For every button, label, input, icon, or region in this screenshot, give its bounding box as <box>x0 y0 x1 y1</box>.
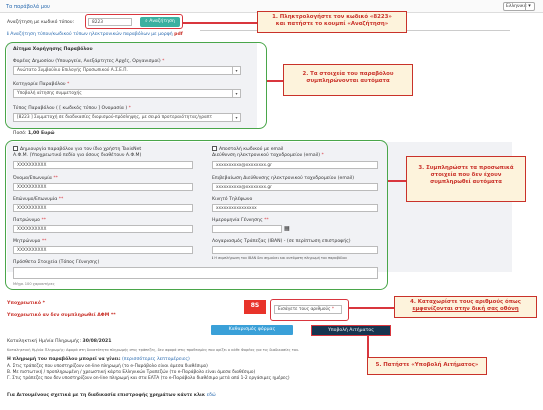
clear-form-button[interactable]: Καθαρισμός φόρμας <box>211 325 293 335</box>
iban-note: ℹ Η συμπλήρωση του IBAN δεν σημαίνει και αυτόματη πληρωμή του παραβόλου <box>212 256 348 260</box>
info-icon: ℹ <box>212 256 214 260</box>
search-button[interactable]: ⌕ Αναζήτηση <box>140 17 180 27</box>
callout-3-arrow <box>388 180 406 182</box>
email-confirm-label: Επιβεβαίωση Διεύθυνσης ηλεκτρονικού ταχυδρομείου (email) <box>212 176 354 181</box>
payment-title: Η πληρωμή του παραβόλου μπορεί να γίνει: (περισσότερες λεπτομέρειες) <box>7 357 190 362</box>
surname-label: Επώνυμο/Επωνυμία ** <box>13 197 64 202</box>
birth-input[interactable] <box>212 225 282 233</box>
deadline-label: Καταληκτική Ημ/νία Πληρωμής: 30/08/2021 <box>7 339 112 344</box>
page-title: Τα παράβολά μου <box>6 4 50 10</box>
type-select[interactable]: [8223 ] Συμμετοχή σε διαδικασίες διορισμού-πρόσληψης, με σειρά προτεραιότητας/γραπτ ▾ <box>13 113 241 122</box>
legend-required-no-afm: Υποχρεωτικό αν δεν συμπληρωθεί ΑΦΜ ** <box>7 313 116 318</box>
agency-label: Φορέας Δημοσίου (Υπουργεία, Ανεξάρτητες Αρχές, Οργανισμοί) * <box>13 59 165 64</box>
name-label: Όνομα/Επωνυμία ** <box>13 176 58 181</box>
payment-option-a: Α. Στις τράπεζες που υποστηρίζουν on-line πληρωμή (το e-Παράβολο είναι άμεσα διαθέσιμο) <box>7 364 208 369</box>
chevron-down-icon: ▾ <box>232 114 240 121</box>
callout-2-arrow <box>267 80 283 82</box>
iban-input[interactable] <box>212 246 378 254</box>
chevron-down-icon: ▾ <box>232 90 240 97</box>
email-label: Διεύθυνση ηλεκτρονικού ταχυδρομείου (email) * <box>212 153 324 158</box>
payment-details-link[interactable]: (περισσότερες λεπτομέρειες) <box>122 357 190 362</box>
callout-2: 2. Τα στοιχεία του παραβόλου συμπληρώνονται αυτόματα <box>283 64 413 96</box>
agency-select[interactable]: Ανώτατο Συμβούλιο Επιλογής Προσωπικού Α.Σ.Ε.Π. ▾ <box>13 66 241 75</box>
email-checkbox[interactable]: Αποστολή κωδικού με email <box>212 146 283 152</box>
phone-input[interactable]: xxxxxxxxxxxxxxxx <box>212 204 378 212</box>
calendar-icon[interactable]: ▦ <box>284 225 290 232</box>
father-input[interactable]: XXXXXXXXXX <box>13 225 193 233</box>
callout-5-arrow <box>367 336 369 357</box>
captcha-highlight <box>270 299 349 321</box>
code-search-input[interactable]: 8223 <box>88 18 132 26</box>
callout-4-arrow <box>349 307 394 309</box>
name-input[interactable]: XXXXXXXXXX <box>13 183 193 191</box>
captcha-input[interactable]: Εισάγετε τους αριθμούς * <box>274 305 342 314</box>
phone-label: Κινητό Τηλέφωνο <box>212 197 253 202</box>
category-label: Κατηγορία Παραβόλου * <box>13 82 70 87</box>
callout-1-arrow <box>183 22 257 24</box>
legend-required: Υποχρεωτικό * <box>7 301 46 306</box>
submit-button[interactable]: Υποβολή Αιτήματος <box>311 325 391 336</box>
parabolo-section-title: Αίτημα Χορήγησης Παραβόλου <box>13 47 93 52</box>
type-search-link[interactable]: ℹ Αναζήτηση τύπου/κωδικού τύπων ηλεκτρονικών παραβόλων με μορφή pdf <box>7 32 183 37</box>
payment-option-b: Β. Με πιστωτική / προπληρωμένη / χρεωστική κάρτα Ελληνικών Τραπεζών (το e-Παράβολο είναι άμεσα διαθέσιμο) <box>7 370 256 375</box>
search-label: Αναζήτηση με κωδικό τύπου: <box>7 20 75 25</box>
afm-input[interactable]: XXXXXXXXXX <box>13 161 193 169</box>
refund-text: Για Αιτουμένους σχετικά με τη διαδικασία επιστροφής χρημάτων κάντε κλικ εδώ <box>7 393 216 398</box>
afm-label: Α.Φ.Μ. (Υποχρεωτικό πεδίο για όσους διαθέτουν Α.Φ.Μ) <box>13 153 142 158</box>
checkbox-icon <box>212 146 217 151</box>
email-confirm-input[interactable]: xxxxxxxxxx@xxxxxxxx.gr <box>212 183 378 191</box>
callout-4: 4. Καταχωρίστε τους αριθμούς όπως εμφανίζονται στην δική σας οθόνη <box>394 296 537 318</box>
captcha-image: 8S <box>244 300 266 314</box>
deadline-note: Καταληκτική Ημ/νία Πληρωμής: Αφορά στη δυνατότητα πληρωμής στις τράπεζες, δεν αφορά στις προθεσμίες που ορίζει ο κάθε Φορέας για τις διαδικασίες του. <box>7 348 300 352</box>
extra-textarea[interactable] <box>13 267 378 279</box>
chevron-down-icon: ▾ <box>232 67 240 74</box>
callout-3: 3. Συμπληρώστε τα προσωπικά στοιχεία που δεν έχουν συμπληρωθεί αυτόματα <box>406 156 526 202</box>
refund-link[interactable]: εδώ <box>206 393 216 398</box>
father-label: Πατρώνυμο ** <box>13 218 47 223</box>
extra-label: Πρόσθετα Στοιχεία (Τόπος Γέννησης) <box>13 260 100 265</box>
search-highlight <box>85 14 183 29</box>
category-select[interactable]: Υποβολή αίτησης συμμετοχής ▾ <box>13 89 241 98</box>
checkbox-icon <box>13 146 18 151</box>
own-user-checkbox[interactable]: Δημιουργία παραβόλου για τον ίδιο χρήστη TaxisNet <box>13 146 141 152</box>
mother-label: Μητρώνυμο ** <box>13 239 47 244</box>
info-icon: ℹ <box>7 32 9 37</box>
birth-label: Ημερομηνία Γέννησης ** <box>212 218 269 223</box>
char-counter: Μέχρι 100 χαρακτήρες <box>13 282 55 286</box>
callout-5: 5. Πατήστε «Υποβολή Αιτήματος» <box>367 357 487 375</box>
language-select[interactable]: Ελληνικά ▾ <box>503 2 535 11</box>
callout-1: 1. Πληκτρολογήστε τον κωδικό «8223» και πατήστε το κουμπί «Αναζήτηση» <box>257 11 407 33</box>
iban-label: Λογαριασμός Τράπεζας (IBAN) - (σε περίπτωση επιστροφής) <box>212 239 351 244</box>
payment-option-c: Γ. Στις τράπεζες που δεν υποστηρίζουν on-line πληρωμή και στα ΕΛΤΑ (το e-Παράβολο διαθέσιμο μετά από 1-2 εργάσιμες ημέρες) <box>7 376 290 381</box>
surname-input[interactable]: XXXXXXXXXX <box>13 204 193 212</box>
search-icon: ⌕ <box>145 19 148 24</box>
email-input[interactable]: xxxxxxxxxx@xxxxxxxx.gr <box>212 161 378 169</box>
amount-label: Ποσό: 1,00 Ευρώ <box>13 131 55 136</box>
type-label: Τύπος Παραβόλου ( [ κωδικός τύπου ] Ονομασία ) * <box>13 106 131 111</box>
chevron-down-icon: ▾ <box>525 3 533 10</box>
mother-input[interactable]: XXXXXXXXXX <box>13 246 193 254</box>
